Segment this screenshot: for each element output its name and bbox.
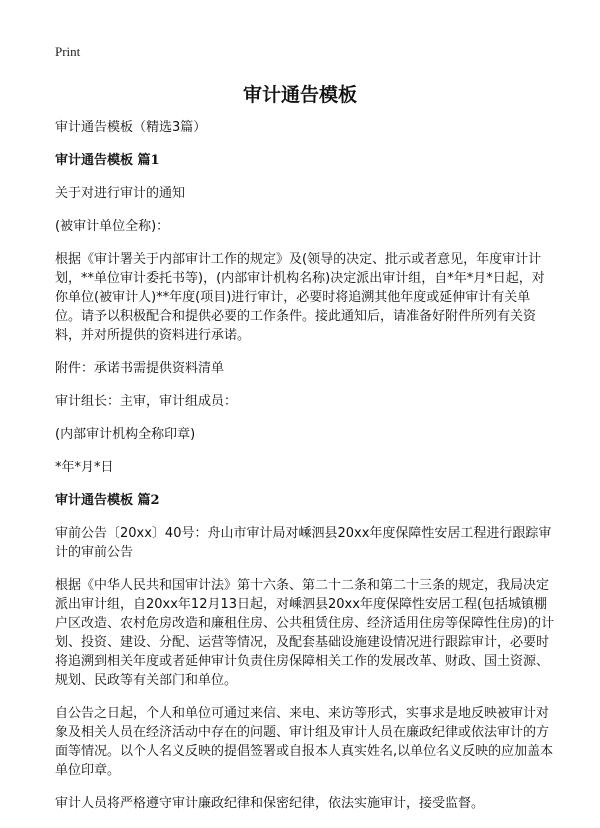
- paragraph: (被审计单位全称)：: [55, 219, 170, 234]
- paragraph: 关于对进行审计的通知: [55, 186, 186, 201]
- section-heading-2: 审计通告模板 篇2: [55, 493, 160, 508]
- paragraph: 附件：承诺书需提供资料清单: [55, 361, 225, 376]
- page-title: 审计通告模板: [242, 84, 357, 106]
- paragraph: *年*月*日: [55, 460, 114, 475]
- paragraph: (内部审计机构全称印章): [55, 427, 196, 442]
- paragraph: 审计组长：主审，审计组成员：: [55, 394, 238, 409]
- paragraph: 自公告之日起，个人和单位可通过来信、来电、来访等形式，实事求是地反映被审计对象及相关人员在经济活动中存在的问题、审计组及审计人员在廉政纪律或依法审计的方面等情况。以个人名义反映的提倡签署或自报本人真实姓名,以单位名义反映的应加盖本单位印章。: [55, 706, 554, 778]
- print-link[interactable]: Print: [55, 44, 81, 59]
- paragraph: 根据《审计署关于内部审计工作的规定》及(领导的决定、批示或者意见，年度审计计划，**单位审计委托书等)，(内部审计机构名称)决定派出审计组，自*年*月*日起，对你单位(被审计人)**年度(项目)进行审计，必要时将追溯其他年度或延伸审计有关单位。请予以积极配合和提供必要的工作条件。接此通知后，请准备好附件所列有关资料，并对所提供的资料进行承诺。: [55, 252, 545, 343]
- section-heading-1: 审计通告模板 篇1: [55, 153, 160, 168]
- paragraph: 审计人员将严格遵守审计廉政纪律和保密纪律，依法实施审计，接受监督。: [55, 796, 485, 811]
- document-body: [55, 118, 555, 813]
- paragraph: 根据《中华人民共和国审计法》第十六条、第二十二条和第二十三条的规定，我局决定派出审计组，自20xx年12月13日起，对嵊泗县20xx年度保障性安居工程(包括城镇棚户区改造、农村危房改造和廉租住房、公共租赁住房、经济适用住房等保障性住房)的计划、投资、建设、分配、运营等情况，及配套基础设施建设情况进行跟踪审计，必要时将追溯到相关年度或者延伸审计负责住房保障相关工作的发展改革、财政、国土资源、规划、民政等有关部门和单位。: [55, 578, 555, 688]
- subtitle: 审计通告模板（精选3篇）: [55, 120, 207, 135]
- paragraph: 审前公告〔20xx〕40号：舟山市审计局对嵊泗县20xx年度保障性安居工程进行跟踪审计的审前公告: [55, 526, 552, 560]
